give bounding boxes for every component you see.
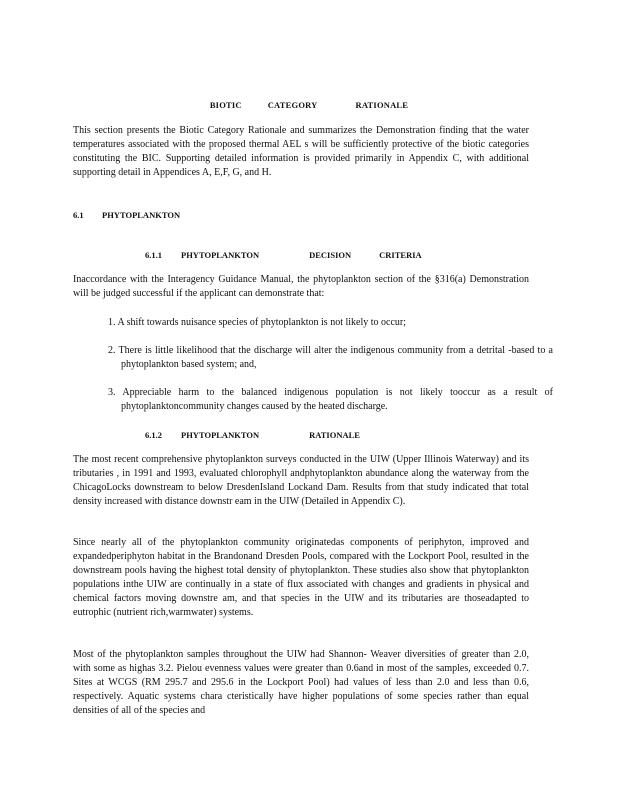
subsection-number: 6.1.2	[145, 430, 162, 440]
criteria-item: 1. A shift towards nuisance species of phytoplankton is not likely to occur;	[108, 317, 407, 328]
subsection-word-criteria: CRITERIA	[379, 250, 422, 260]
rationale-paragraph: The most recent comprehensive phytoplankton surveys conducted in the UIW (Upper Illinois Waterway) and its tributaries , in 1991 and 1993, evaluated chlorophyll andphytoplankton abundance along the waterway from the ChicagoLocks downstream to below DresdenIsland Lockand Dam. Results from that study indicated that total density increased with distance downstr eam in the UIW (Detailed in Appendix C).	[73, 454, 529, 507]
subsection-number: 6.1.1	[145, 250, 162, 260]
section-title: PHYTOPLANKTON	[102, 210, 181, 220]
subsection-word-decision: DECISION	[309, 250, 352, 260]
subsection-word-phytoplankton: PHYTOPLANKTON	[181, 430, 260, 440]
rationale-paragraph: Most of the phytoplankton samples throughout the UIW had Shannon- Weaver diversities of greater than 2.0, with some as highas 3.2. Pielou evenness values were greater than 0.6and in most of the samples, exceeded 0.7. Sites at WCGS (RM 295.7 and 295.6 in the Lockport Pool) had values of less than 2.0 and less than 0.6, respectively. Aquatic systems chara cteristically have higher populations of some species rather than equal densities of all of the species and	[73, 649, 529, 716]
title-word-category: CATEGORY	[267, 100, 318, 110]
decision-criteria-paragraph: Inaccordance with the Interagency Guidance Manual, the phytoplankton section of the §316(a) Demonstration will be judged successful if the applicant can demonstrate that:	[73, 274, 529, 299]
section-heading-6-1	[73, 210, 180, 220]
subsection-word-phytoplankton: PHYTOPLANKTON	[181, 250, 260, 260]
subsection-heading-6-1-2	[145, 430, 360, 440]
title-word-rationale: RATIONALE	[355, 100, 409, 110]
subsection-heading-6-1-1	[145, 250, 422, 260]
criteria-item: 3. Appreciable harm to the balanced indigenous population is not likely tooccur as a result of phytoplanktoncommunity changes caused by the heated discharge.	[108, 387, 553, 412]
page-title	[0, 100, 618, 110]
subsection-word-rationale: RATIONALE	[309, 430, 360, 440]
rationale-paragraph: Since nearly all of the phytoplankton community originatedas components of periphyton, improved and expandedperiphyton habitat in the Brandonand Dresden Pools, compared with the Lockport Pool, resulted in the downstream pools having the highest total density of phytoplankton. These studies also show that phytoplankton populations inthe UIW are continually in a state of flux associated with changes and gradients in physical and chemical factors moving downstre am, and that species in the UIW and its tributaries are thoseadapted to eutrophic (nutrient rich,warmwater) systems.	[73, 537, 529, 618]
criteria-item: 2. There is little likelihood that the discharge will alter the indigenous community from a detrital -based to a phytoplankton based system; and,	[108, 345, 553, 370]
intro-paragraph: This section presents the Biotic Category Rationale and summarizes the Demonstration finding that the water temperatures associated with the proposed thermal AEL s will be sufficiently protective of the biotic categories constituting the BIC. Supporting detailed information is provided primarily in Appendix C, with additional supporting detail in Appendices A, E,F, G, and H.	[73, 125, 529, 178]
section-number: 6.1	[73, 210, 84, 220]
title-word-biotic: BIOTIC	[209, 100, 242, 110]
